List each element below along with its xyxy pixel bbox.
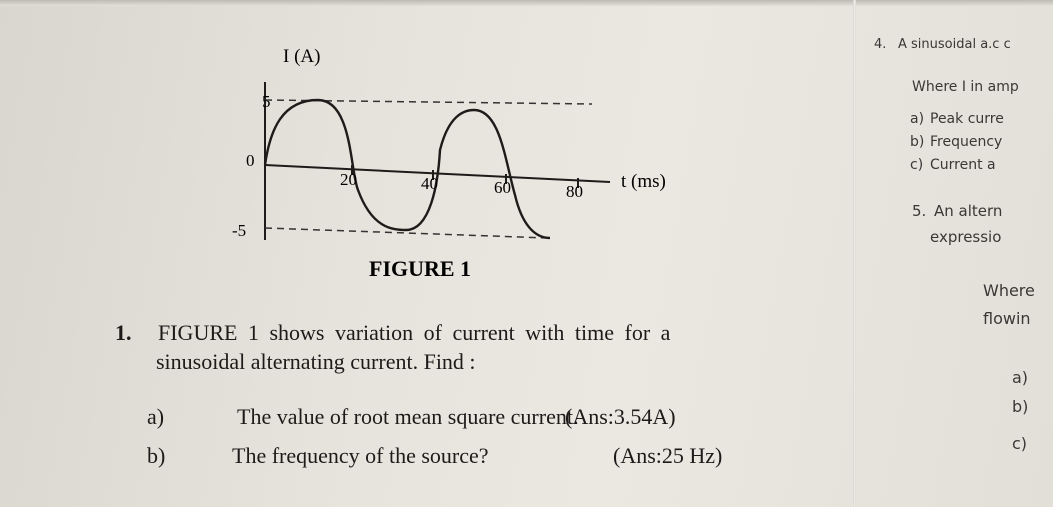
y-tick-label: 5 <box>262 92 271 111</box>
where-2: Where <box>983 281 1035 300</box>
item-a-text: Peak curre <box>930 111 1004 127</box>
item-b-text: Frequency <box>930 134 1003 150</box>
figure-caption: FIGURE 1 <box>369 256 472 281</box>
x-tick-label: 20 <box>340 170 357 189</box>
question-number: 1. <box>115 320 132 345</box>
sub-a-label: a) <box>1012 368 1029 387</box>
part-a-text: The value of root mean square current. <box>237 404 579 429</box>
y-tick-label: 0 <box>246 151 255 170</box>
x-tick-label: 40 <box>421 174 438 193</box>
page-gutter <box>853 0 856 507</box>
sub-c-label: c) <box>1012 434 1028 453</box>
q5-text: An altern <box>934 202 1003 220</box>
x-axis-label: t (ms) <box>621 171 666 192</box>
item-b-label: b) <box>910 134 925 150</box>
item-c-text: Current a <box>930 157 996 173</box>
part-a-label: a) <box>147 404 165 429</box>
sub-b-label: b) <box>1012 397 1029 416</box>
where-line: Where I in amp <box>912 79 1019 95</box>
part-b-text: The frequency of the source? <box>232 443 489 468</box>
part-b-label: b) <box>147 443 166 468</box>
x-tick-label: 80 <box>566 182 583 201</box>
question-line-1 <box>158 320 848 346</box>
item-a-label: a) <box>910 111 925 127</box>
part-b-answer: (Ans:25 Hz) <box>613 443 723 468</box>
x-tick-label: 60 <box>494 178 511 197</box>
question-text-line-1: FIGURE 1 shows variation of current with time for a <box>158 320 671 345</box>
q5-number: 5. <box>912 202 927 220</box>
q4-text: A sinusoidal a.c c <box>898 37 1011 52</box>
sine-wave-curve <box>265 100 550 238</box>
y-axis-label: I (A) <box>283 46 321 67</box>
question-text-line-2: sinusoidal alternating current. Find : <box>156 349 476 374</box>
q4-number: 4. <box>874 37 887 52</box>
item-c-label: c) <box>910 157 924 173</box>
flowing-text: flowin <box>983 309 1031 328</box>
part-a-answer: (Ans:3.54A) <box>565 404 676 429</box>
q5-line-2: expressio <box>930 228 1002 246</box>
y-tick-label: -5 <box>232 221 247 240</box>
